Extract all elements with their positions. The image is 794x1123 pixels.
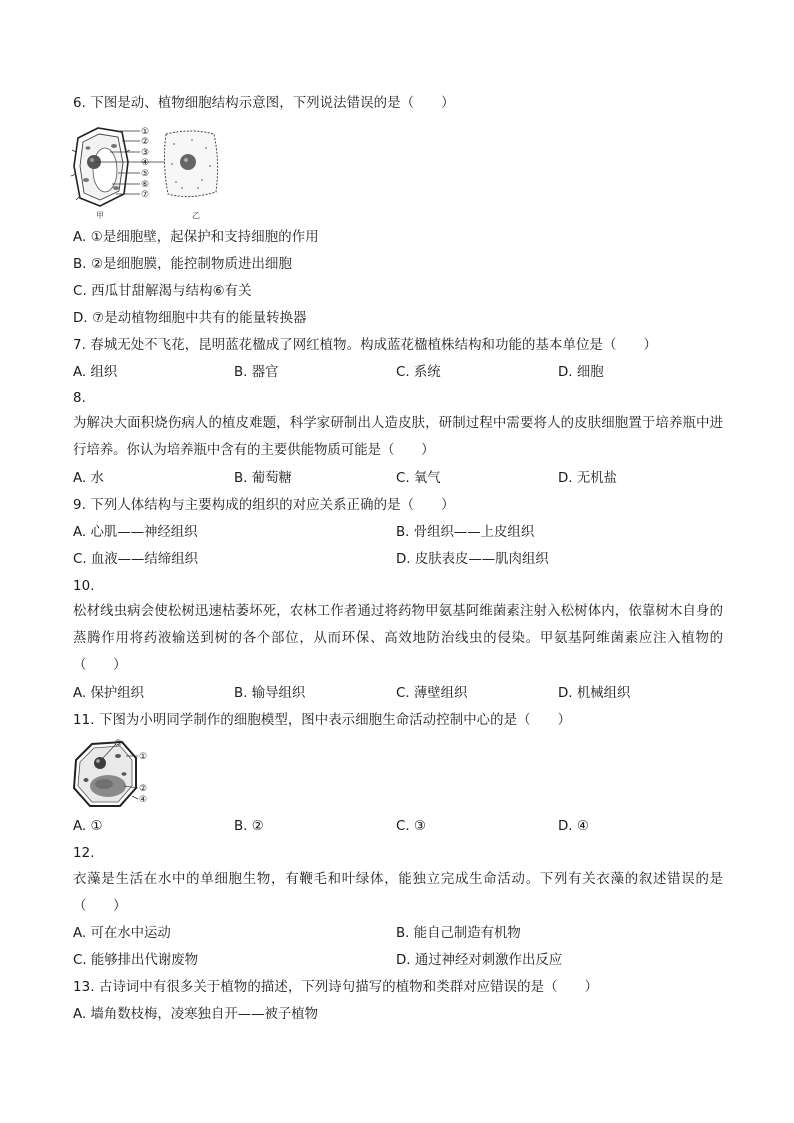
q6-label-4: ④ bbox=[141, 158, 150, 168]
q7-option-d[interactable]: D. 细胞 bbox=[558, 365, 604, 380]
plant-cell-caption: 甲 bbox=[96, 211, 104, 220]
q11-option-a[interactable]: A. ① bbox=[73, 819, 103, 834]
q9-option-a[interactable]: A. 心肌——神经组织 bbox=[73, 525, 198, 540]
q12-option-d[interactable]: D. 通过神经对刺激作出反应 bbox=[396, 953, 563, 968]
q7-stem: 7. 春城无处不飞花，昆明蓝花楹成了网红植物。构成蓝花楹植株结构和功能的基本单位是（ ） bbox=[73, 338, 657, 353]
q11-option-b[interactable]: B. ② bbox=[234, 819, 264, 834]
q11-label-1: ① bbox=[139, 752, 148, 762]
q6-cell-diagram bbox=[70, 122, 230, 222]
q7-option-c[interactable]: C. 系统 bbox=[396, 365, 441, 380]
q11-label-4: ④ bbox=[139, 795, 148, 805]
q6-stem: 6. 下图是动、植物细胞结构示意图，下列说法错误的是（ ） bbox=[73, 96, 455, 111]
q8-option-c[interactable]: C. 氧气 bbox=[396, 471, 441, 486]
q11-option-d[interactable]: D. ④ bbox=[558, 819, 589, 834]
q7-option-b[interactable]: B. 器官 bbox=[234, 365, 279, 380]
q10-option-d[interactable]: D. 机械组织 bbox=[558, 686, 631, 701]
q6-option-a[interactable]: A. ①是细胞壁，起保护和支持细胞的作用 bbox=[73, 230, 319, 245]
q13-stem: 13. 古诗词中有很多关于植物的描述，下列诗句描写的植物和类群对应错误的是（ ） bbox=[73, 980, 599, 995]
q6-label-6: ⑥ bbox=[141, 180, 150, 190]
q6-label-3: ③ bbox=[141, 148, 150, 158]
q6-option-c[interactable]: C. 西瓜甘甜解渴与结构⑥有关 bbox=[73, 284, 252, 299]
q6-option-d[interactable]: D. ⑦是动植物细胞中共有的能量转换器 bbox=[73, 311, 307, 326]
q8-option-b[interactable]: B. 葡萄糖 bbox=[234, 471, 292, 486]
q10-option-b[interactable]: B. 输导组织 bbox=[234, 686, 306, 701]
q8-option-d[interactable]: D. 无机盐 bbox=[558, 471, 617, 486]
q12-option-b[interactable]: B. 能自己制造有机物 bbox=[396, 926, 521, 941]
q6-label-5: ⑤ bbox=[141, 169, 150, 179]
q11-label-2: ② bbox=[139, 784, 148, 794]
q6-label-1: ① bbox=[141, 127, 150, 137]
q9-option-d[interactable]: D. 皮肤表皮——肌肉组织 bbox=[396, 552, 549, 567]
q12-number: 12. bbox=[73, 846, 95, 861]
q10-stem: 松材线虫病会使松树迅速枯萎坏死，农林工作者通过将药物甲氨基阿维菌素注射入松树体内，依靠树木自身的蒸腾作用将药液输送到树的各个部位，从而环保、高效地防治线虫的侵染。甲氨基阿维菌素应注入植物的（ ） bbox=[73, 604, 723, 673]
q7-option-a[interactable]: A. 组织 bbox=[73, 365, 118, 380]
q12-stem: 衣藻是生活在水中的单细胞生物，有鞭毛和叶绿体，能独立完成生命活动。下列有关衣藻的叙述错误的是（ ） bbox=[73, 872, 723, 914]
q10-option-c[interactable]: C. 薄壁组织 bbox=[396, 686, 468, 701]
q10-number: 10. bbox=[73, 579, 95, 594]
q9-stem: 9. 下列人体结构与主要构成的组织的对应关系正确的是（ ） bbox=[73, 498, 455, 513]
q11-option-c[interactable]: C. ③ bbox=[396, 819, 426, 834]
q11-label-3: ③ bbox=[114, 739, 123, 749]
animal-cell-caption: 乙 bbox=[192, 211, 200, 220]
q6-label-7: ⑦ bbox=[141, 190, 150, 200]
q12-option-c[interactable]: C. 能够排出代谢废物 bbox=[73, 953, 198, 968]
q9-option-c[interactable]: C. 血液——结缔组织 bbox=[73, 552, 198, 567]
q8-stem: 为解决大面积烧伤病人的植皮难题，科学家研制出人造皮肤，研制过程中需要将人的皮肤细胞置于培养瓶中进行培养。你认为培养瓶中含有的主要供能物质可能是（ ） bbox=[73, 416, 723, 458]
plant-cell-figure bbox=[71, 128, 130, 220]
q11-cell-model-diagram bbox=[70, 738, 160, 812]
q12-option-a[interactable]: A. 可在水中运动 bbox=[73, 926, 171, 941]
q6-label-2: ② bbox=[141, 137, 150, 147]
q8-option-a[interactable]: A. 水 bbox=[73, 471, 104, 486]
q10-option-a[interactable]: A. 保护组织 bbox=[73, 686, 144, 701]
q6-option-b[interactable]: B. ②是细胞膜，能控制物质进出细胞 bbox=[73, 257, 292, 272]
q11-stem: 11. 下图为小明同学制作的细胞模型，图中表示细胞生命活动控制中心的是（ ） bbox=[73, 713, 572, 728]
q13-option-a[interactable]: A. 墙角数枝梅，凌寒独自开——被子植物 bbox=[73, 1007, 319, 1022]
animal-cell-figure bbox=[164, 131, 217, 220]
q9-option-b[interactable]: B. 骨组织——上皮组织 bbox=[396, 525, 535, 540]
q8-number: 8. bbox=[73, 391, 86, 406]
